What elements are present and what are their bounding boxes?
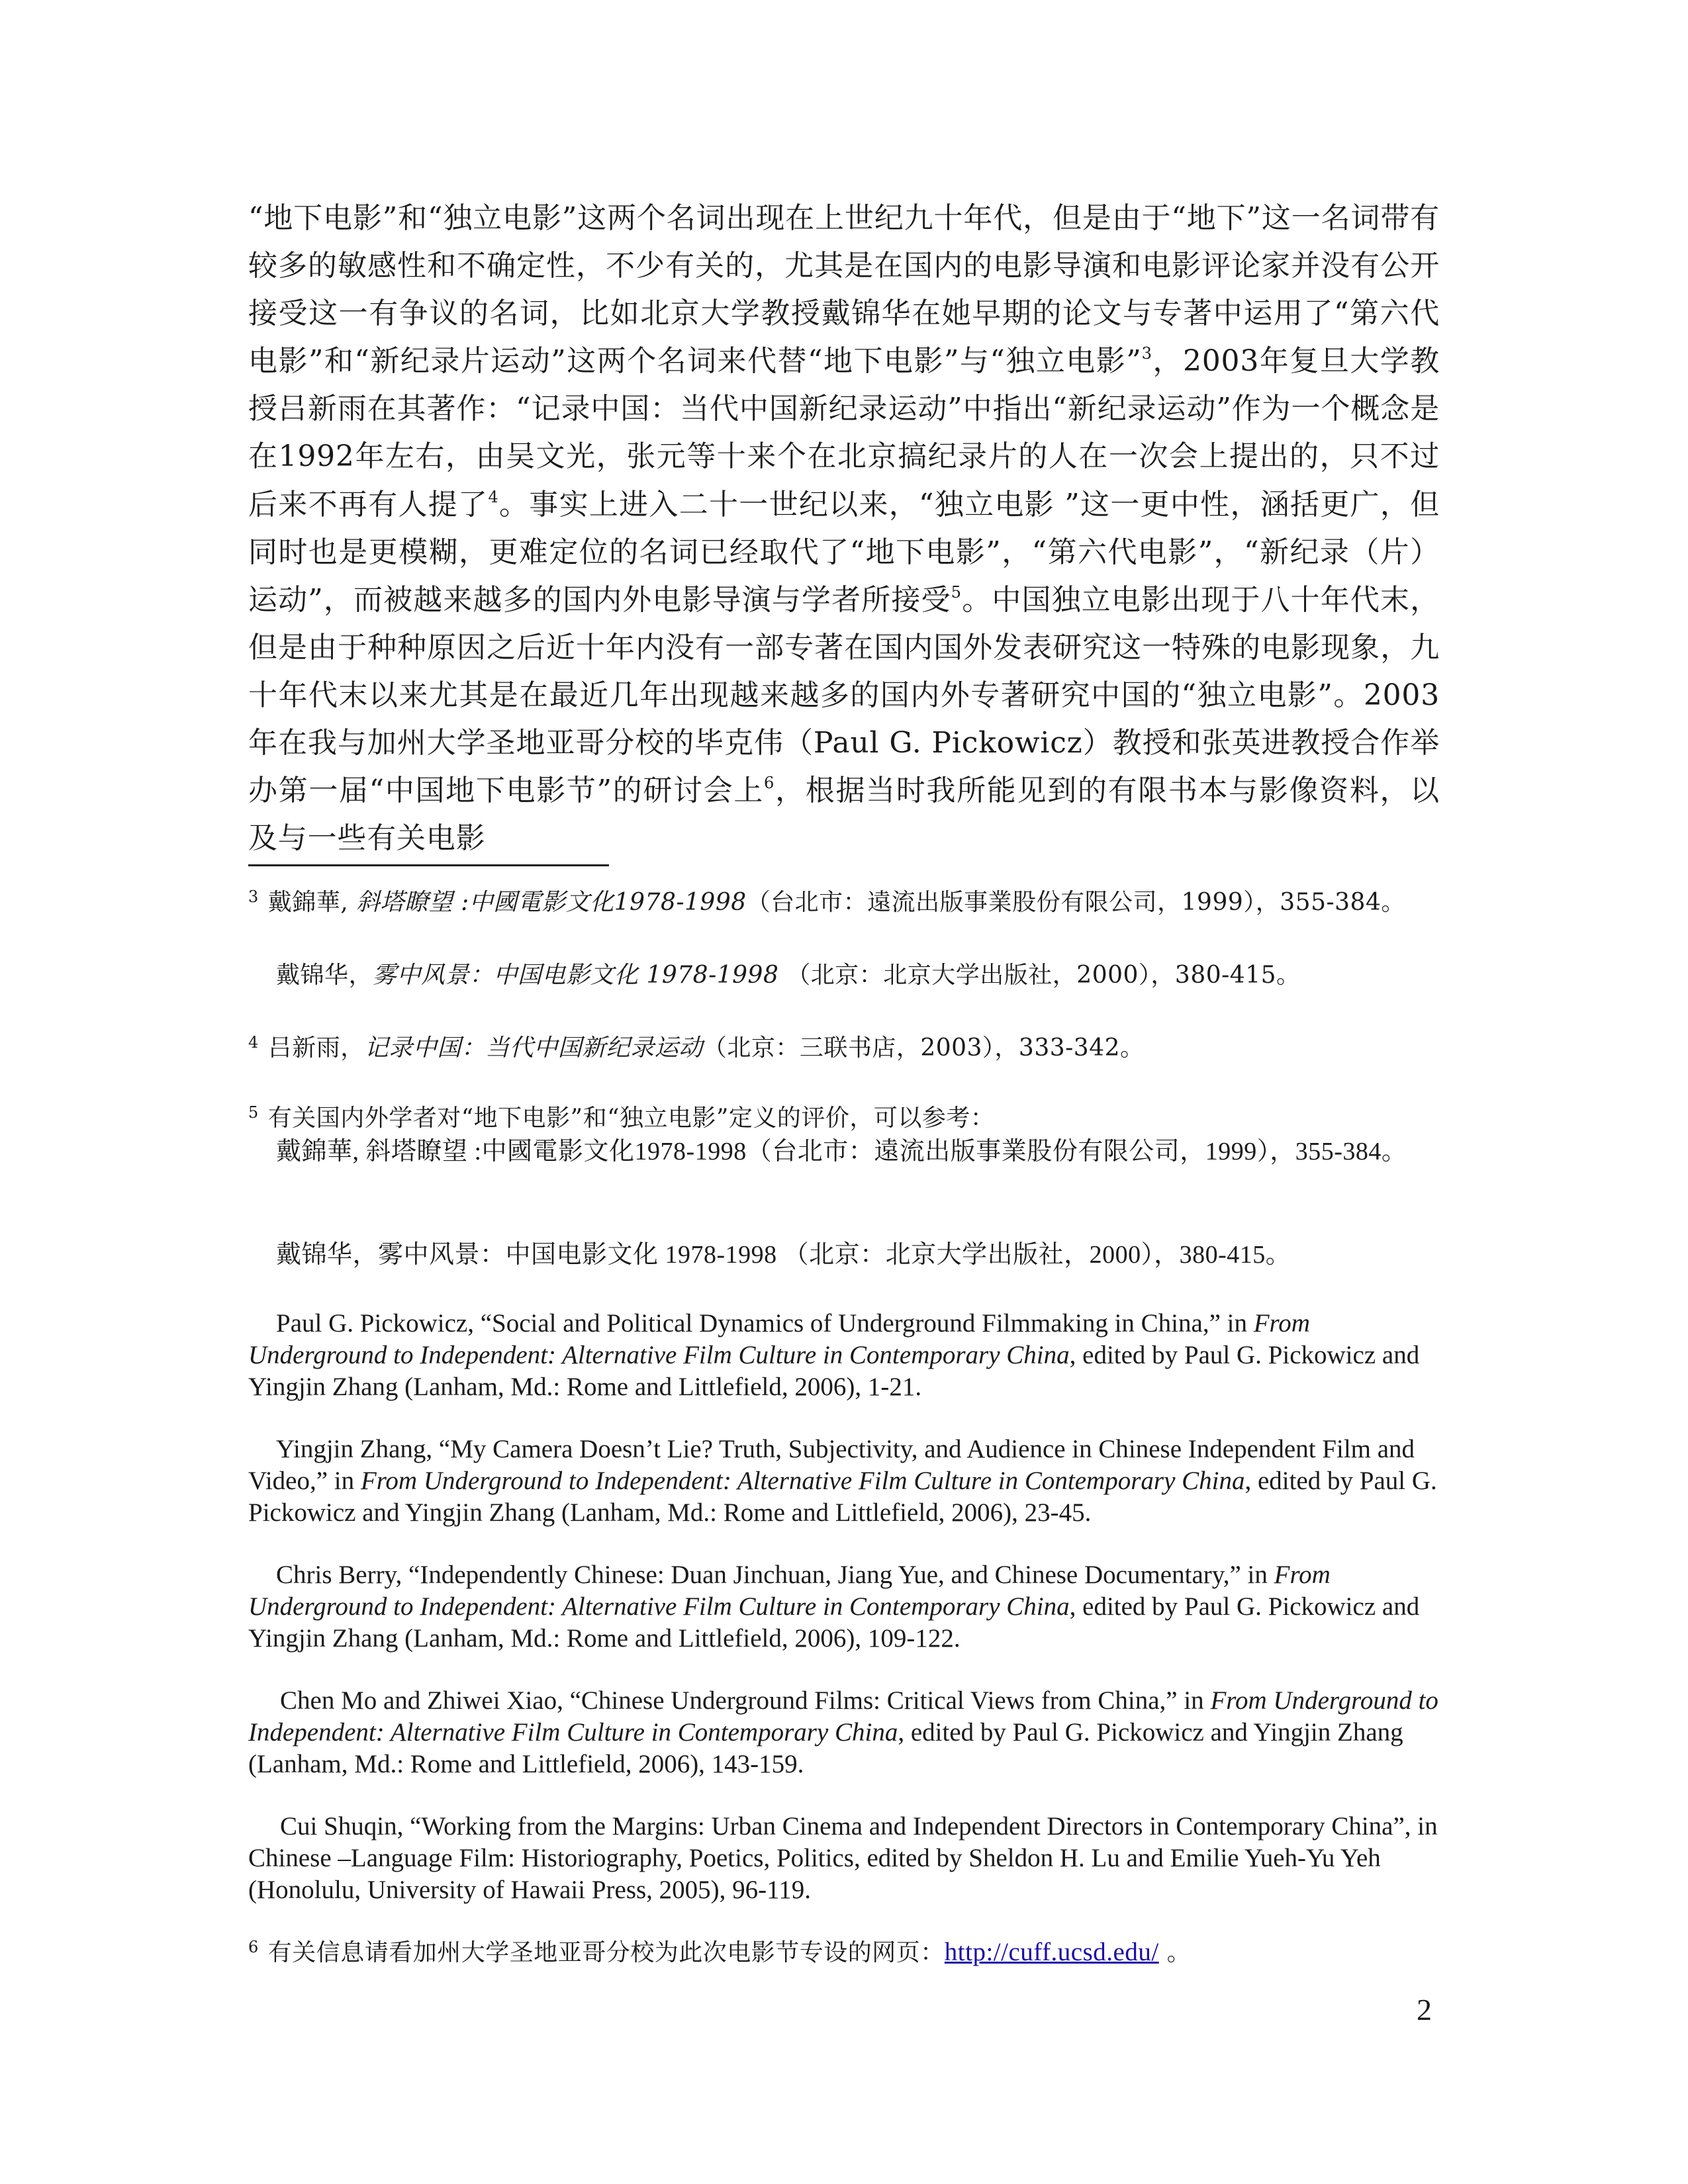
reference-item	[248, 1433, 1440, 1529]
paragraph-text: 。中国独立电影出现于八十年代末，但是由于种种原因之后近十年内没有一部专著在国内国外发表研究这一特殊的电影现象，九十年代末以来尤其是在最近几年出现越来越多的国内外专著研究中国的“独立电影”。2003年在我与加州大学圣地亚哥分校的毕克伟（Paul G. Pickowicz）教授和张英进教授合作举办第一届“中国地下电影节”的研讨会上	[248, 582, 1440, 808]
footnote-5-b	[248, 1239, 1440, 1271]
footnote-text: 戴锦华，雾中风景：中国电影文化 1978-1998 （北京：北京大学出版社，2000），380-415。	[276, 1241, 1291, 1269]
reference-title: From Underground to Independent: Alternative Film Culture in Contemporary China	[248, 1686, 1438, 1747]
footnote-text: （北京：三联书店，2003），333-342。	[702, 1034, 1145, 1062]
footnote-3-a	[248, 887, 1440, 919]
reference-title: From Underground to Independent: Alternative Film Culture in Contemporary China	[360, 1467, 1245, 1495]
footnote-separator	[248, 864, 609, 866]
reference-text: Paul G. Pickowicz, “Social and Political Dynamics of Underground Filmmaking in China,” in	[276, 1309, 1254, 1338]
footnote-number: 4	[248, 1033, 259, 1052]
footnote-6	[248, 1936, 1440, 1969]
reference-item	[248, 1811, 1440, 1906]
footnote-ref-6[interactable]: 6	[764, 773, 775, 792]
reference-item	[248, 1685, 1440, 1780]
footnote-text: 有关国内外学者对“地下电影”和“独立电影”定义的评价，可以参考：	[267, 1105, 995, 1132]
footnote-text: 吕新雨，	[267, 1034, 365, 1062]
footnote-text: （北京：北京大学出版社，2000），380-415。	[778, 962, 1301, 989]
footnote-ref-5[interactable]: 5	[951, 582, 962, 602]
reference-text: , edited by Paul G. Pickowicz and Yingjin Zhang (Lanham, Md.: Rome and Littlefield, 2006), 23-45.	[248, 1467, 1437, 1527]
footnote-number: 3	[248, 887, 259, 906]
paragraph-text: 。事实上进入二十一世纪以来，“独立电影 ”这一更中性，涵括更广，但同时也是更模糊，更难定位的名词已经取代了“地下电影”，“第六代电影”，“新纪录（片）运动”，而被越来越多的国内外电影导演与学者所接受	[248, 487, 1440, 617]
footnote-title: 记录中国：当代中国新纪录运动	[364, 1034, 703, 1062]
paragraph-text: “地下电影”和“独立电影”这两个名词出现在上世纪九十年代，但是由于“地下”这一名词带有较多的敏感性和不确定性，不少有关的，尤其是在国内的电影导演和电影评论家并没有公开接受这一有争议的名词，比如北京大学教授戴锦华在她早期的论文与专著中运用了“第六代电影”和“新纪录片运动”这两个名词来代替“地下电影”与“独立电影”	[248, 201, 1440, 379]
footnote-number: 6	[248, 1938, 259, 1956]
footnote-5-intro	[248, 1103, 1440, 1134]
reference-text: , edited by Paul G. Pickowicz and Yingjin Zhang (Lanham, Md.: Rome and Littlefield, 2006), 1-21.	[248, 1341, 1420, 1401]
reference-text: , edited by Paul G. Pickowicz and Yingjin Zhang (Lanham, Md.: Rome and Littlefield, 2006), 109-122.	[248, 1592, 1420, 1653]
footnote-number: 5	[248, 1103, 259, 1122]
footnote-text: 。	[1158, 1939, 1192, 1966]
footnote-link[interactable]: http://cuff.ucsd.edu/	[944, 1938, 1159, 1966]
main-paragraph	[248, 195, 1440, 862]
page-number: 2	[1417, 1993, 1432, 2026]
footnote-title: 雾中风景：中国电影文化 1978-1998	[373, 962, 779, 989]
reference-item	[248, 1559, 1440, 1655]
reference-title: From Underground to Independent: Alternative Film Culture in Contemporary China	[248, 1309, 1310, 1369]
reference-text: Chen Mo and Zhiwei Xiao, “Chinese Underground Films: Critical Views from China,” in	[280, 1686, 1211, 1715]
footnote-title: 斜塔瞭望 :中國電影文化1978-1998	[356, 889, 747, 916]
reference-title: From Underground to Independent: Alternative Film Culture in Contemporary China	[248, 1561, 1331, 1621]
reference-text: Yingjin Zhang, “My Camera Doesn’t Lie? Truth, Subjectivity, and Audience in Chinese Independent Film and Video,” in	[248, 1435, 1415, 1495]
reference-text: Chris Berry, “Independently Chinese: Duan Jinchuan, Jiang Yue, and Chinese Documentary,” in	[276, 1561, 1274, 1589]
reference-text: , edited by Paul G. Pickowicz and Yingjin Zhang (Lanham, Md.: Rome and Littlefield, 2006), 143-159.	[248, 1718, 1403, 1778]
reference-item	[248, 1308, 1440, 1403]
footnote-4	[248, 1032, 1440, 1064]
footnote-text: 有关信息请看加州大学圣地亚哥分校为此次电影节专设的网页：	[267, 1939, 945, 1966]
footnote-text: 戴锦华，	[276, 962, 373, 989]
footnote-3-b	[248, 960, 1440, 991]
footnote-5-a	[248, 1136, 1440, 1167]
paragraph-text: ，2003年复旦大学教授吕新雨在其著作：“记录中国：当代中国新纪录运动”中指出“新纪录运动”作为一个概念是在1992年左右，由吴文光，张元等十来个在北京搞纪录片的人在一次会上提出的，只不过后来不再有人提了	[248, 344, 1440, 522]
paragraph-text: ，根据当时我所能见到的有限书本与影像资料，以及与一些有关电影	[248, 774, 1440, 856]
footnote-text: 戴錦華,	[267, 889, 357, 916]
footnote-ref-4[interactable]: 4	[488, 487, 499, 506]
footnote-text: 戴錦華, 斜塔瞭望 :中國電影文化1978-1998（台北市：遠流出版事業股份有限公司，1999），355-384。	[276, 1138, 1407, 1165]
reference-text: Cui Shuqin, “Working from the Margins: Urban Cinema and Independent Directors in Contemporary China”, in Chinese –Language Film: Historiography, Poetics, Politics, edited by Sheldon H. Lu and Emilie Yueh-Yu Yeh (Honolulu, University of Hawaii Press, 2005), 96-119.	[248, 1812, 1438, 1904]
footnote-text: （台北市：遠流出版事業股份有限公司，1999），355-384。	[746, 889, 1405, 916]
footnote-ref-3[interactable]: 3	[1141, 344, 1152, 363]
